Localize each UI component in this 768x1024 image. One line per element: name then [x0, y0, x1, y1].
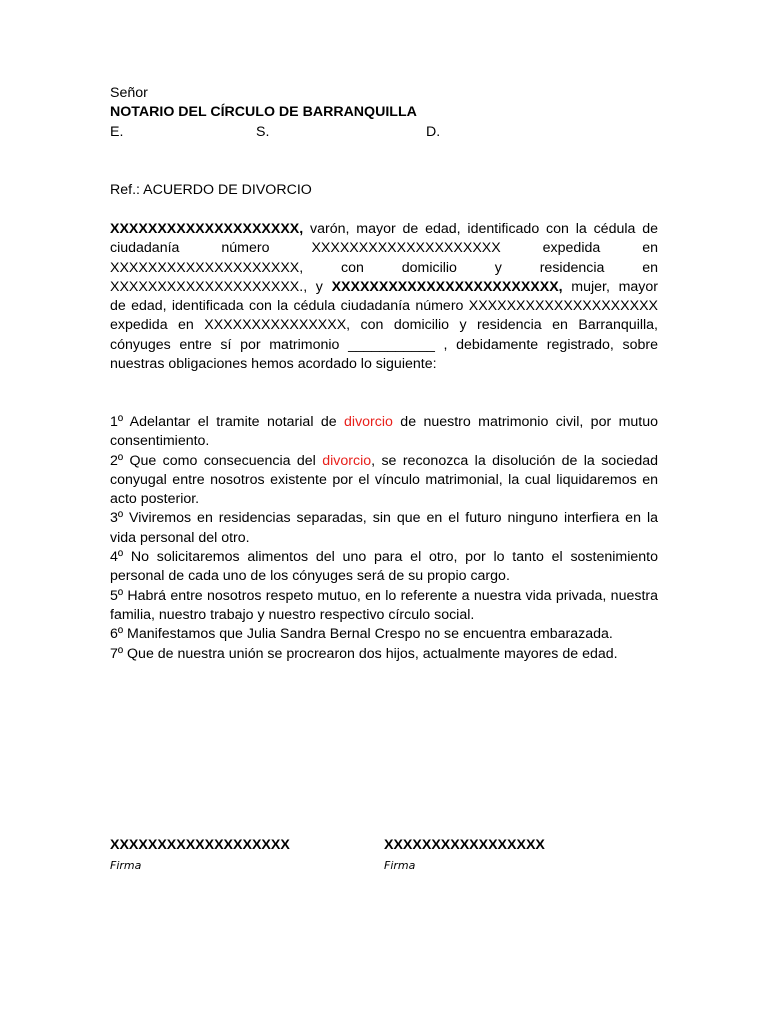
signature-block-2 — [384, 836, 545, 873]
intro-paragraph — [110, 220, 658, 374]
clause-1-text-b: de nuestro matrimonio civil, por mutuo consentimiento. — [110, 414, 658, 450]
clause-2-text-b: , se reconozca la disolución de la sociedad conyugal entre nosotros existente por el vínculo matrimonial, la cual liquidaremos en acto posterior. — [110, 452, 658, 508]
esd-line — [110, 123, 658, 142]
clause-3: 3º Viviremos en residencias separadas, sin que en el futuro ninguno interfiera en la vida personal del otro. — [110, 510, 658, 546]
addressee-title: NOTARIO DEL CÍRCULO DE BARRANQUILLA — [110, 104, 417, 121]
party-two-name: XXXXXXXXXXXXXXXXXXXXXXXX, — [331, 278, 563, 295]
clause-1-text-a: 1º Adelantar el tramite notarial de — [110, 414, 345, 430]
esd-d: D. — [426, 123, 441, 140]
addressee-block — [110, 84, 658, 142]
salutation: Señor — [110, 85, 148, 101]
signature-label: Firma — [384, 859, 416, 873]
signature-label: Firma — [110, 859, 142, 873]
reference-text: Ref.: ACUERDO DE DIVORCIO — [110, 182, 312, 198]
clause-6: 6º Manifestamos que Julia Sandra Bernal Crespo no se encuentra embarazada. — [110, 626, 613, 643]
clause-2-text-a: 2º Que como consecuencia del — [110, 452, 323, 469]
clause-2 — [110, 452, 658, 510]
intro-text-part1: varón, mayor de edad, identificado con la cédula de ciudadanía número XXXXXXXXXXXXXXXXXXXX expedida en XXXXXXXXXXXXXXXXXXXX, con domicilio y residencia en XXXXXXXXXXXXXXXXXXXX., y — [110, 221, 658, 295]
party-one-name: XXXXXXXXXXXXXXXXXXXX, — [110, 221, 304, 237]
signature-block-1 — [110, 836, 290, 873]
clause-1 — [110, 413, 658, 452]
signature-name: XXXXXXXXXXXXXXXXXXX — [110, 837, 290, 853]
clauses-list — [110, 413, 658, 664]
divorcio-link[interactable]: divorcio — [322, 452, 372, 469]
signature-name: XXXXXXXXXXXXXXXXX — [384, 837, 545, 853]
clause-4: 4º No solicitaremos alimentos del uno para el otro, por lo tanto el sostenimiento personal de cada uno de los cónyuges será de su propio cargo. — [110, 549, 658, 585]
intro-text — [110, 220, 658, 374]
reference-line — [110, 181, 658, 200]
clause-5: 5º Habrá entre nosotros respeto mutuo, en lo referente a nuestra vida privada, nuestra familia, nuestro trabajo y nuestro respectivo círculo social. — [110, 587, 658, 623]
clause-7: 7º Que de nuestra unión se procrearon dos hijos, actualmente mayores de edad. — [110, 645, 618, 662]
divorcio-link[interactable]: divorcio — [344, 414, 393, 430]
esd-e: E. — [110, 123, 124, 140]
esd-s: S. — [256, 123, 270, 140]
intro-text-part2: mujer, mayor de edad, identificada con la cédula ciudadanía número XXXXXXXXXXXXXXXXXXXX expedida en XXXXXXXXXXXXXXX, con domicilio y residencia en Barranquilla, cónyuges entre sí por matrimonio ___________ , debidamente registrado, sobre nuestras obligaciones hemos acordado lo siguiente: — [110, 278, 658, 373]
